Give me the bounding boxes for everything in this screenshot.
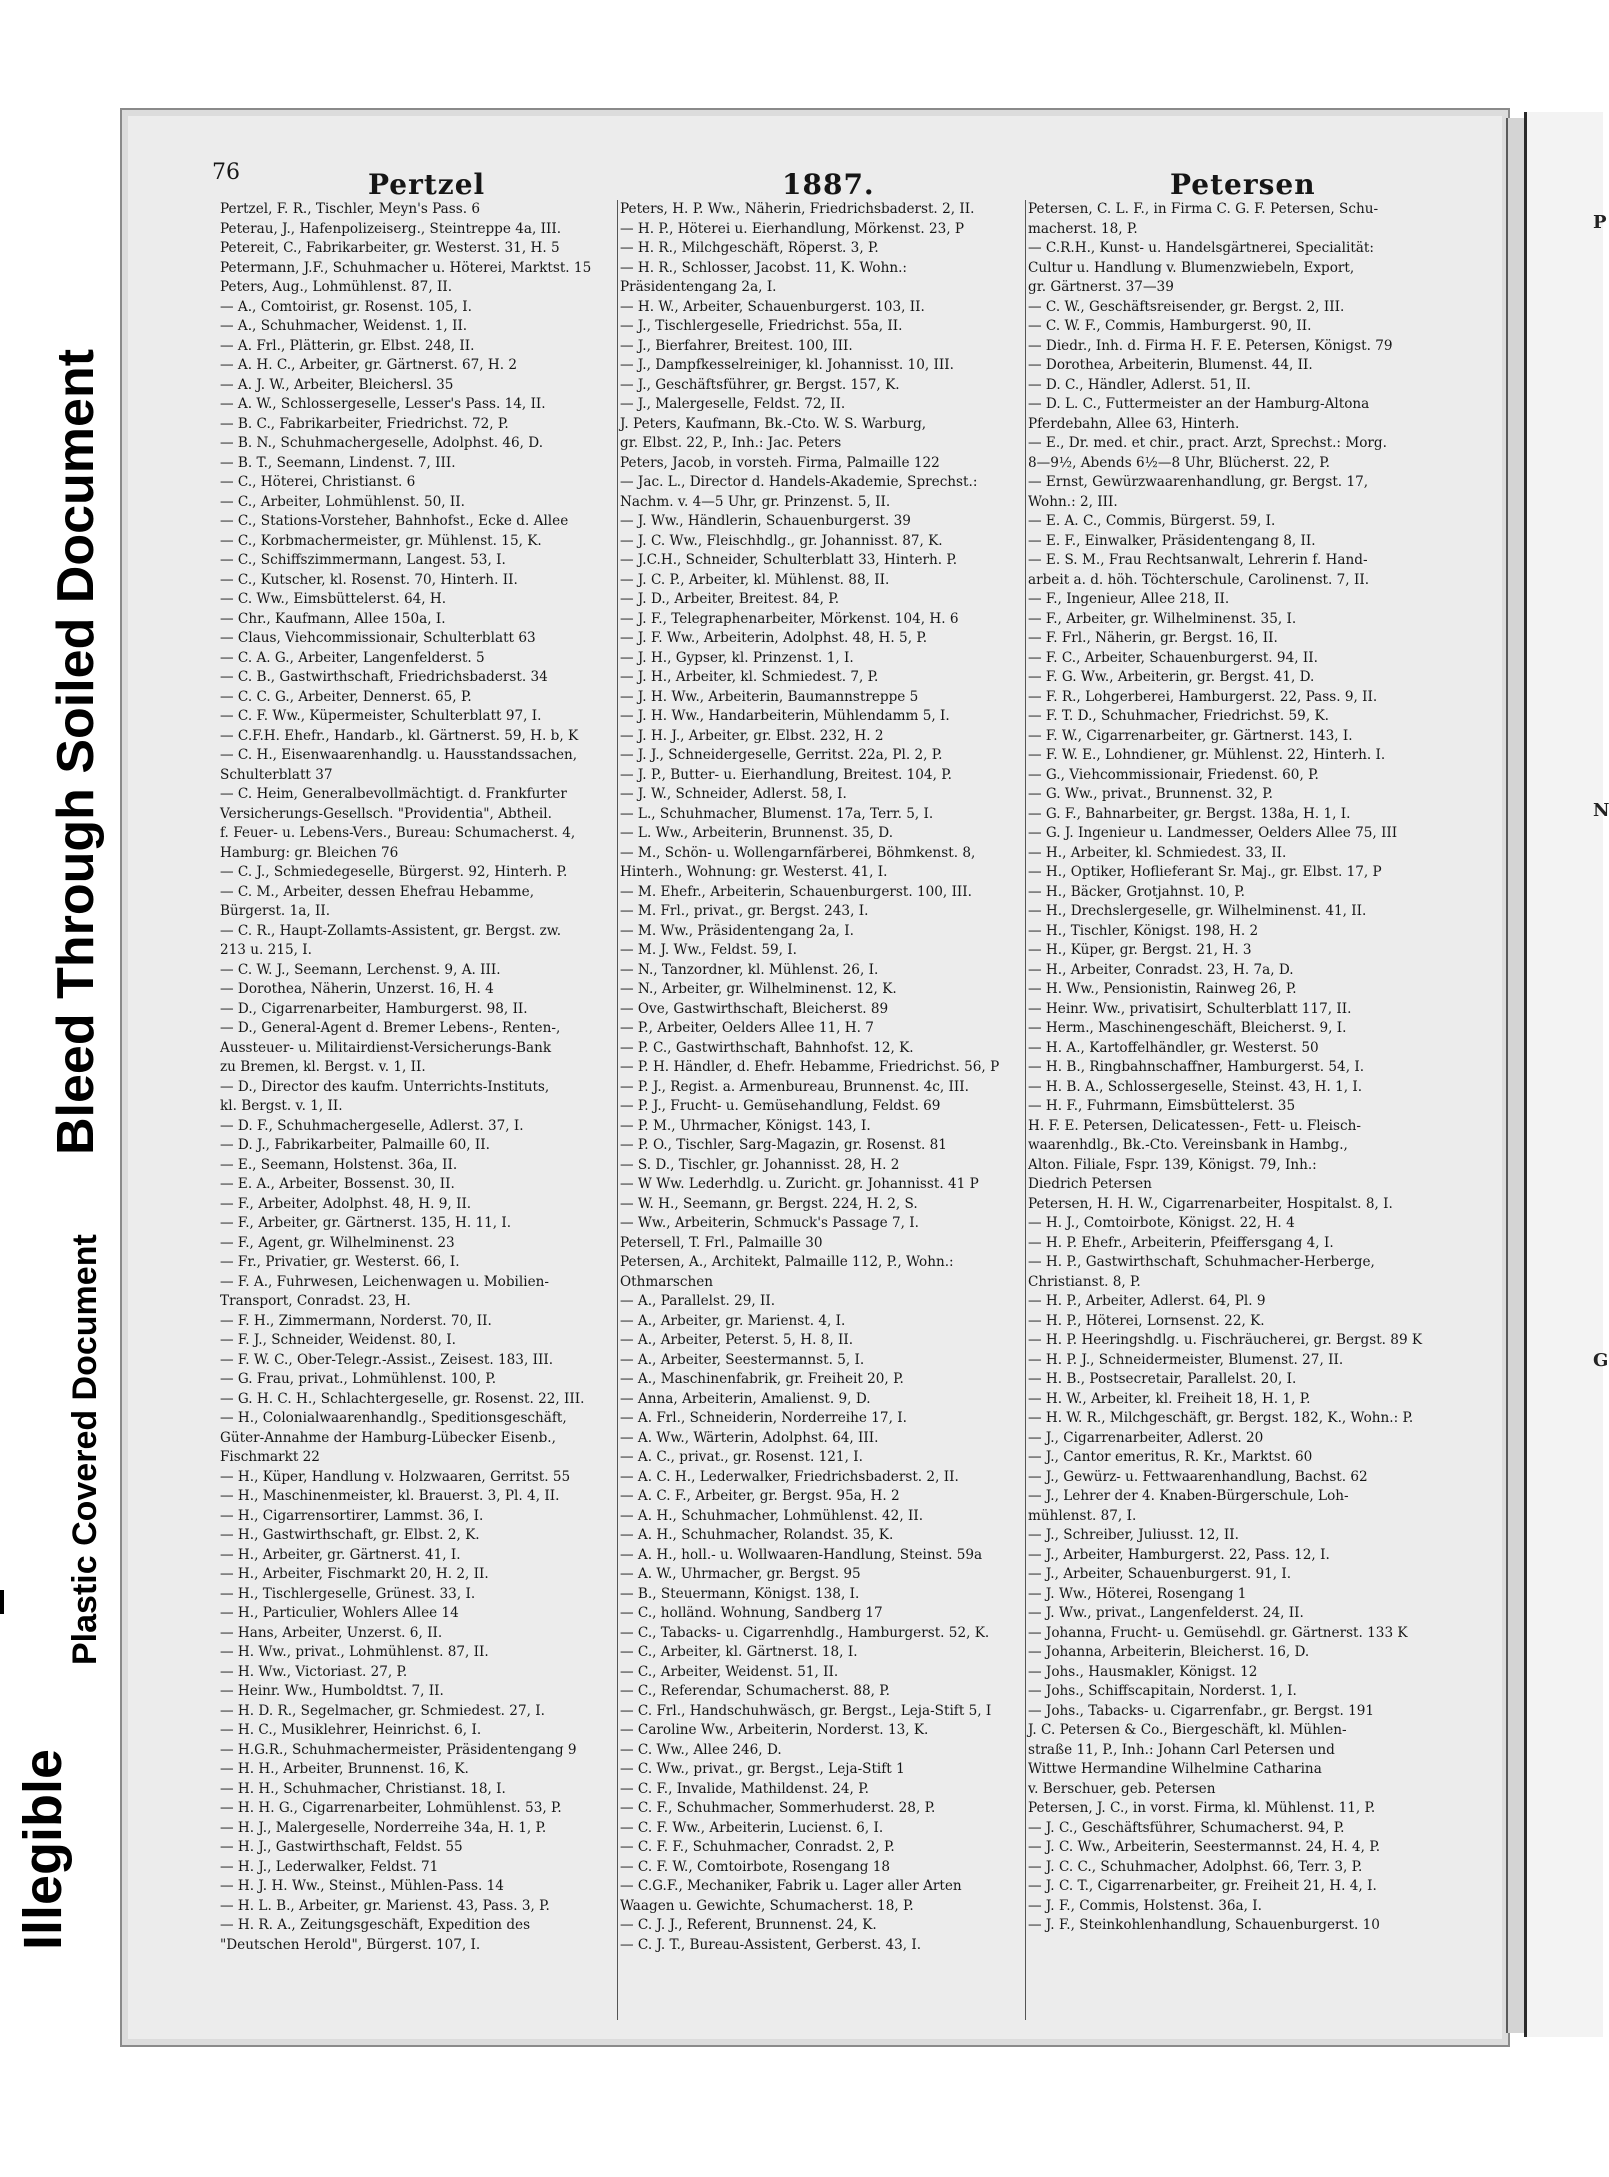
directory-entry: — Johs., Schiffscapitain, Norderst. 1, I. [1028,1683,1297,1699]
directory-entry: — J. H. Ww., Handarbeiterin, Mühlendamm 5, I. [620,708,950,724]
facing-page-letter: G [1593,1350,1609,1371]
directory-entry: — M. Frl., privat., gr. Bergst. 243, I. [620,903,869,919]
directory-entry: — H., Tischlergeselle, Grünest. 33, I. [220,1585,476,1602]
directory-entry: — Herm., Maschinengeschäft, Bleicherst. 9, I. [1028,1020,1347,1036]
directory-entry: Versicherungs-Gesellsch. "Providentia", Abtheil. [220,805,552,822]
directory-entry: — H., Arbeiter, Conradst. 23, H. 7a, D. [1028,961,1294,978]
directory-entry: — P. J., Frucht- u. Gemüsehandlung, Feldst. 69 [620,1098,941,1114]
directory-entry: — C. C. G., Arbeiter, Dennerst. 65, P. [220,688,472,705]
directory-entry: — A., Arbeiter, Seestermannst. 5, I. [620,1351,865,1368]
facing-page-strip [1524,112,1609,2037]
directory-entry: — H. W. R., Milchgeschäft, gr. Bergst. 182, K., Wohn.: P. [1028,1410,1414,1426]
directory-entry: — C., Stations-Vorsteher, Bahnhofst., Ecke d. Allee [220,513,569,529]
directory-entry: f. Feuer- u. Lebens-Vers., Bureau: Schumacherst. 4, [220,825,576,841]
directory-entry: — Anna, Arbeiterin, Amalienst. 9, D. [620,1390,871,1407]
directory-entry: — F., Agent, gr. Wilhelminenst. 23 [220,1234,455,1251]
directory-entry: — H., Colonialwaarenhandlg., Speditionsgeschäft, [220,1410,567,1426]
directory-entry: Peterau, J., Hafenpolizeiserg., Steintreppe 4a, III. [220,220,562,237]
directory-entry: — C., Arbeiter, Lohmühlenst. 50, II. [220,493,465,510]
directory-entry: — G., Viehcommissionair, Friedenst. 60, P. [1028,766,1319,783]
directory-entry: — L. Ww., Arbeiterin, Brunnenst. 35, D. [620,825,894,841]
directory-entry: — Ove, Gastwirthschaft, Bleicherst. 89 [620,1000,889,1017]
directory-entry: — J. H. Ww., Arbeiterin, Baumannstreppe 5 [620,688,919,705]
directory-entry: Wohn.: 2, III. [1028,493,1118,510]
directory-entry: — A. H., Schuhmacher, Rolandst. 35, K. [620,1527,894,1543]
directory-entry: — H., Gastwirthschaft, gr. Elbst. 2, K. [220,1527,480,1543]
directory-entry: — F. W. C., Ober-Telegr.-Assist., Zeisest. 183, III. [220,1351,554,1368]
directory-entry: — D. F., Schuhmachergeselle, Adlerst. 37, I. [220,1117,524,1134]
directory-entry: — H., Maschinenmeister, kl. Brauerst. 3, Pl. 4, II. [220,1488,560,1504]
directory-entry: — J. Ww., Händlerin, Schauenburgerst. 39 [620,513,911,529]
directory-entry: straße 11, P., Inh.: Johann Carl Petersen und [1028,1741,1335,1758]
directory-entry: — G. Frau, privat., Lohmühlenst. 100, P. [220,1371,497,1387]
directory-entry: macherst. 18, P. [1028,220,1138,237]
facing-page-letter: P [1593,212,1607,233]
label-plastic-covered: Plastic Covered Document [66,1234,104,1665]
directory-entry: 213 u. 215, I. [220,942,312,958]
directory-entry: — G. J. Ingenieur u. Landmesser, Oelders Allee 75, III [1028,825,1398,841]
directory-entry: — F. A., Fuhrwesen, Leichenwagen u. Mobilien- [220,1273,549,1290]
directory-entry: Peters, Jacob, in vorsteh. Firma, Palmaille 122 [620,454,940,471]
directory-entry: — J., Lehrer der 4. Knaben-Bürgerschule, Loh- [1028,1488,1349,1504]
running-head-left: Pertzel [368,168,486,201]
directory-entry: — J. C. T., Cigarrenarbeiter, gr. Freiheit 21, H. 4, I. [1028,1878,1377,1894]
directory-column-1 [220,200,615,1955]
directory-entry: — H. P. Heeringshdlg. u. Fischräucherei, gr. Bergst. 89 K [1028,1332,1423,1348]
directory-entry: — P. M., Uhrmacher, Königst. 143, I. [620,1117,871,1134]
directory-entry: — J. J., Schneidergeselle, Gerritst. 22a, Pl. 2, P. [620,747,943,763]
label-illegible: Illegible [13,1748,73,1950]
directory-entry: — C., Tabacks- u. Cigarrenhdlg., Hamburgerst. 52, K. [620,1624,990,1641]
directory-entry: — Johanna, Frucht- u. Gemüsehdl. gr. Gärtnerst. 133 K [1028,1624,1408,1641]
directory-entry: — N., Arbeiter, gr. Wilhelminenst. 12, K. [620,981,897,997]
directory-entry: kl. Bergst. v. 1, II. [220,1098,343,1114]
directory-entry: — J., Gewürz- u. Fettwaarenhandlung, Bachst. 62 [1028,1468,1368,1485]
directory-entry: — D., Director des kaufm. Unterrichts-Instituts, [220,1078,550,1095]
directory-entry: — P., Arbeiter, Oelders Allee 11, H. 7 [620,1020,874,1036]
directory-entry: — J. P., Butter- u. Eierhandlung, Breitest. 104, P. [620,766,952,783]
running-head-year: 1887. [782,168,875,201]
directory-entry: Othmarschen [620,1273,713,1290]
directory-entry: — A. Frl., Plätterin, gr. Elbst. 248, II. [220,337,475,354]
directory-entry: — F. G. Ww., Arbeiterin, gr. Bergst. 41, D. [1028,669,1315,685]
directory-entry: — C. F. W., Comtoirbote, Rosengang 18 [620,1858,891,1875]
directory-entry: — Heinr. Ww., Humboldtst. 7, II. [220,1683,444,1699]
directory-entry: Petersen, C. L. F., in Firma C. G. F. Petersen, Schu- [1028,201,1379,217]
directory-entry: — H. P., Arbeiter, Adlerst. 64, Pl. 9 [1028,1293,1266,1309]
directory-entry: — J. F. Ww., Arbeiterin, Adolphst. 48, H. 5, P. [620,630,928,646]
directory-entry: — Johanna, Arbeiterin, Bleicherst. 16, D. [1028,1644,1310,1660]
directory-entry: Fischmarkt 22 [220,1449,320,1465]
label-bleed-through: Bleed Through Soiled Document [47,348,105,1155]
directory-entry: Wittwe Hermandine Wilhelmine Catharina [1028,1761,1322,1777]
directory-entry: — A. W., Schlossergeselle, Lesser's Pass. 14, II. [220,396,546,412]
directory-entry: J. Peters, Kaufmann, Bk.-Cto. W. S. Warburg, [620,415,927,432]
directory-entry: zu Bremen, kl. Bergst. v. 1, II. [220,1059,426,1075]
directory-entry: — C. W. F., Commis, Hamburgerst. 90, II. [1028,318,1312,334]
directory-entry: — M. Ww., Präsidentengang 2a, I. [620,922,854,939]
directory-entry: — D., General-Agent d. Bremer Lebens-, Renten-, [220,1020,561,1036]
running-head-right: Petersen [1170,168,1316,201]
directory-entry: — C., Kutscher, kl. Rosenst. 70, Hinterh. II. [220,571,518,588]
directory-entry: Cultur u. Handlung v. Blumenzwiebeln, Export, [1028,259,1355,276]
directory-entry: — H. B. A., Schlossergeselle, Steinst. 43, H. 1, I. [1028,1078,1363,1095]
directory-entry: Bürgerst. 1a, II. [220,903,331,919]
directory-entry: — F. W. E., Lohndiener, gr. Mühlenst. 22, Hinterh. I. [1028,747,1386,763]
directory-entry: — J. D., Arbeiter, Breitest. 84, P. [620,591,840,607]
directory-entry: — A. Frl., Schneiderin, Norderreihe 17, I. [620,1410,907,1426]
directory-entry: — F. H., Zimmermann, Norderst. 70, II. [220,1312,492,1329]
directory-entry: — A. H. C., Arbeiter, gr. Gärtnerst. 67, H. 2 [220,357,518,373]
directory-entry: — C. Frl., Handschuhwäsch, gr. Bergst., Leja-Stift 5, I [620,1702,992,1719]
margin-mark [0,1590,4,1614]
directory-entry: Petersen, H. H. W., Cigarrenarbeiter, Hospitalst. 8, I. [1028,1195,1393,1212]
directory-entry: — J., Tischlergeselle, Friedrichst. 55a, II. [620,318,903,334]
directory-entry: — F. T. D., Schuhmacher, Friedrichst. 59, K. [1028,708,1329,724]
directory-entry: — J. F., Commis, Holstenst. 36a, I. [1028,1897,1262,1914]
directory-entry: — J. F., Telegraphenarbeiter, Mörkenst. 104, H. 6 [620,610,959,627]
directory-entry: — H. P. J., Schneidermeister, Blumenst. 27, II. [1028,1351,1344,1368]
directory-entry: — H. H., Arbeiter, Brunnenst. 16, K. [220,1761,469,1777]
directory-entry: — D. C., Händler, Adlerst. 51, II. [1028,376,1251,393]
directory-entry: — J., Arbeiter, Schauenburgerst. 91, I. [1028,1566,1292,1582]
directory-entry: — A., Maschinenfabrik, gr. Freiheit 20, P. [620,1371,904,1387]
directory-entry: — J. Ww., Höterei, Rosengang 1 [1028,1585,1247,1602]
directory-entry: — J. H., Arbeiter, kl. Schmiedest. 7, P. [620,669,879,685]
directory-entry: — E. S. M., Frau Rechtsanwalt, Lehrerin f. Hand- [1028,552,1368,568]
directory-entry: — E. A., Arbeiter, Bossenst. 30, II. [220,1176,455,1192]
directory-entry: gr. Gärtnerst. 37—39 [1028,279,1174,295]
directory-entry: — J. C. P., Arbeiter, kl. Mühlenst. 88, II. [620,571,890,588]
directory-entry: — H., Drechslergeselle, gr. Wilhelminenst. 41, II. [1028,903,1367,919]
directory-entry: — C., Schiffszimmermann, Langest. 53, I. [220,552,506,568]
directory-entry: — J. C. Ww., Arbeiterin, Seestermannst. 24, H. 4, P. [1028,1839,1381,1855]
directory-entry: — C. J., Schmiedegeselle, Bürgerst. 92, Hinterh. P. [220,864,568,880]
directory-entry: — A., Comtoirist, gr. Rosenst. 105, I. [220,298,472,315]
directory-entry: — F. J., Schneider, Weidenst. 80, I. [220,1332,456,1348]
directory-entry: — A., Arbeiter, Peterst. 5, H. 8, II. [620,1332,854,1348]
directory-entry: — H. J., Comtoirbote, Königst. 22, H. 4 [1028,1215,1295,1231]
directory-entry: — H. C., Musiklehrer, Heinrichst. 6, I. [220,1722,482,1738]
directory-entry: — C. J. J., Referent, Brunnenst. 24, K. [620,1917,877,1933]
directory-entry: — Hans, Arbeiter, Unzerst. 6, II. [220,1624,443,1641]
directory-entry: — H., Arbeiter, Fischmarkt 20, H. 2, II. [220,1566,489,1582]
directory-entry: Güter-Annahme der Hamburg-Lübecker Eisenb., [220,1429,556,1446]
directory-entry: — C. W., Geschäftsreisender, gr. Bergst. 2, III. [1028,298,1345,315]
directory-entry: Alton. Filiale, Fspr. 139, Königst. 79, Inh.: [1028,1156,1317,1173]
directory-entry: — F. W., Cigarrenarbeiter, gr. Gärtnerst. 143, I. [1028,727,1353,744]
directory-entry: Pferdebahn, Allee 63, Hinterh. [1028,415,1240,432]
directory-entry: — P. H. Händler, d. Ehefr. Hebamme, Friedrichst. 56, P [620,1059,1000,1075]
directory-entry: 8—9½, Abends 6½—8 Uhr, Blücherst. 22, P. [1028,454,1331,471]
directory-entry: — Heinr. Ww., privatisirt, Schulterblatt 117, II. [1028,1000,1352,1017]
directory-entry: Peters, H. P. Ww., Näherin, Friedrichsbaderst. 2, II. [620,201,975,217]
directory-entry: — E., Dr. med. et chir., pract. Arzt, Sprechst.: Morg. [1028,435,1387,451]
directory-entry: — C., Arbeiter, Weidenst. 51, II. [620,1663,839,1680]
page-number: 76 [212,160,240,185]
directory-entry: — S. D., Tischler, gr. Johannisst. 28, H. 2 [620,1156,900,1173]
directory-entry: — H. J., Lederwalker, Feldst. 71 [220,1858,439,1875]
directory-entry: — H. L. B., Arbeiter, gr. Marienst. 43, Pass. 3, P. [220,1897,550,1914]
directory-entry: — M. J. Ww., Feldst. 59, I. [620,942,797,958]
directory-entry: — A. H., holl.- u. Wollwaaren-Handlung, Steinst. 59a [620,1546,983,1563]
directory-entry: — C.F.H. Ehefr., Handarb., kl. Gärtnerst. 59, H. b, K [220,727,579,744]
directory-entry: — A. J. W., Arbeiter, Bleichersl. 35 [220,376,454,393]
directory-entry: — Jac. L., Director d. Handels-Akademie, Sprechst.: [620,474,978,490]
directory-entry: — C. F. Ww., Küpermeister, Schulterblatt 97, I. [220,708,542,724]
directory-entry: — Ww., Arbeiterin, Schmuck's Passage 7, I. [620,1215,919,1231]
directory-entry: Pertzel, F. R., Tischler, Meyn's Pass. 6 [220,201,481,217]
directory-entry: — J., Arbeiter, Hamburgerst. 22, Pass. 12, I. [1028,1546,1330,1563]
directory-entry: — A., Arbeiter, gr. Marienst. 4, I. [620,1312,846,1329]
directory-entry: arbeit a. d. höh. Töchterschule, Carolinenst. 7, II. [1028,571,1370,588]
directory-entry: — P. J., Regist. a. Armenbureau, Brunnenst. 4c, III. [620,1078,969,1095]
directory-entry: — J. C., Geschäftsführer, Schumacherst. 94, P. [1028,1819,1345,1836]
directory-entry: — F., Arbeiter, gr. Wilhelminenst. 35, I. [1028,610,1297,627]
directory-entry: — W. H., Seemann, gr. Bergst. 224, H. 2, S. [620,1195,918,1212]
directory-entry: — C. F. Ww., Arbeiterin, Lucienst. 6, I. [620,1819,884,1836]
directory-entry: — J.C.H., Schneider, Schulterblatt 33, Hinterh. P. [620,552,958,568]
directory-entry: — H. R., Schlosser, Jacobst. 11, K. Wohn.: [620,259,907,276]
directory-entry: — Caroline Ww., Arbeiterin, Norderst. 13, K. [620,1722,929,1738]
directory-entry: — C. F., Schuhmacher, Sommerhuderst. 28, P. [620,1800,936,1816]
directory-entry: — H. A., Kartoffelhändler, gr. Westerst. 50 [1028,1039,1319,1056]
directory-entry: — B. N., Schuhmachergeselle, Adolphst. 46, D. [220,435,544,451]
directory-entry: — H. H., Schuhmacher, Christianst. 18, I. [220,1780,506,1797]
directory-entry: — H. J. H. Ww., Steinst., Mühlen-Pass. 14 [220,1878,504,1894]
directory-entry: — H., Optiker, Hoflieferant Sr. Maj., gr. Elbst. 17, P [1028,864,1382,880]
directory-entry: — J. C. Ww., Fleischhdlg., gr. Johannisst. 87, K. [620,532,943,549]
directory-entry: — W Ww. Lederhdlg. u. Zuricht. gr. Johannisst. 41 P [620,1176,979,1192]
directory-entry: — C. Ww., Allee 246, D. [620,1741,782,1758]
directory-entry: — A. C. F., Arbeiter, gr. Bergst. 95a, H. 2 [620,1488,900,1504]
directory-entry: — J., Cigarrenarbeiter, Adlerst. 20 [1028,1429,1264,1446]
directory-entry: — A. Ww., Wärterin, Adolphst. 64, III. [620,1429,879,1446]
directory-entry: — C., Korbmachermeister, gr. Mühlenst. 15, K. [220,532,542,549]
directory-entry: — H.G.R., Schuhmachermeister, Präsidentengang 9 [220,1741,577,1758]
directory-entry: Nachm. v. 4—5 Uhr, gr. Prinzenst. 5, II. [620,493,891,510]
directory-entry: — A., Parallelst. 29, II. [620,1293,776,1309]
directory-entry: — H. R., Milchgeschäft, Röperst. 3, P. [620,240,879,256]
directory-entry: Hinterh., Wohnung: gr. Westerst. 41, I. [620,864,888,880]
directory-entry: — Fr., Privatier, gr. Westerst. 66, I. [220,1254,460,1270]
directory-column-2 [620,200,1025,1955]
directory-entry: — E. A. C., Commis, Bürgerst. 59, I. [1028,513,1276,529]
directory-entry: — E., Seemann, Holstenst. 36a, II. [220,1156,458,1173]
directory-entry: — E. F., Einwalker, Präsidentengang 8, II. [1028,532,1316,549]
directory-entry: — J., Malergeselle, Feldst. 72, II. [620,396,846,412]
directory-entry: — B. C., Fabrikarbeiter, Friedrichst. 72, P. [220,415,509,432]
directory-column-3 [1028,200,1446,1936]
directory-entry: — A. W., Uhrmacher, gr. Bergst. 95 [620,1566,861,1582]
directory-entry: — H. Ww., privat., Lohmühlenst. 87, II. [220,1644,489,1660]
directory-entry: — A. H., Schuhmacher, Lohmühlenst. 42, II. [620,1507,924,1524]
directory-entry: — M., Schön- u. Wollengarnfärberei, Böhmkenst. 8, [620,844,976,861]
scan-quality-label [8,0,118,2177]
directory-entry: — J., Geschäftsführer, gr. Bergst. 157, K. [620,376,900,393]
directory-entry: Petersell, T. Frl., Palmaille 30 [620,1234,823,1251]
directory-entry: — J. C. C., Schuhmacher, Adolphst. 66, Terr. 3, P. [1028,1858,1363,1875]
directory-entry: — Chr., Kaufmann, Allee 150a, I. [220,610,446,627]
directory-entry: — G. Ww., privat., Brunnenst. 32, P. [1028,786,1273,802]
directory-entry: Aussteuer- u. Militairdienst-Versicherungs-Bank [220,1039,552,1056]
directory-entry: — C. F. F., Schuhmacher, Conradst. 2, P. [620,1839,895,1855]
directory-entry: Petereit, C., Fabrikarbeiter, gr. Westerst. 31, H. 5 [220,240,560,256]
directory-entry: — F. C., Arbeiter, Schauenburgerst. 94, II. [1028,649,1318,666]
directory-entry: — G. F., Bahnarbeiter, gr. Bergst. 138a, H. 1, I. [1028,805,1351,822]
directory-entry: Diedrich Petersen [1028,1176,1152,1192]
column-divider [1025,200,1026,2020]
directory-entry: — H., Küper, Handlung v. Holzwaaren, Gerritst. 55 [220,1468,571,1485]
directory-entry: — P. O., Tischler, Sarg-Magazin, gr. Rosenst. 81 [620,1137,947,1153]
directory-entry: — M. Ehefr., Arbeiterin, Schauenburgerst. 100, III. [620,883,972,900]
directory-entry: — H., Küper, gr. Bergst. 21, H. 3 [1028,942,1252,958]
directory-entry: — C.G.F., Mechaniker, Fabrik u. Lager aller Arten [620,1878,962,1894]
directory-entry: — C. Heim, Generalbevollmächtigt. d. Frankfurter [220,786,567,802]
directory-entry: — A., Schuhmacher, Weidenst. 1, II. [220,318,468,334]
directory-entry: — H., Particulier, Wohlers Allee 14 [220,1605,459,1621]
directory-entry: — C. W. J., Seemann, Lerchenst. 9, A. III. [220,961,501,978]
directory-entry: — G. H. C. H., Schlachtergeselle, gr. Rosenst. 22, III. [220,1390,585,1407]
directory-entry: — H. B., Ringbahnschaffner, Hamburgerst. 54, I. [1028,1059,1365,1075]
directory-entry: — J., Schreiber, Juliusst. 12, II. [1028,1527,1239,1543]
directory-entry: Präsidentengang 2a, I. [620,279,777,295]
directory-entry: — J. H. J., Arbeiter, gr. Elbst. 232, H. 2 [620,727,884,744]
directory-entry: — Diedr., Inh. d. Firma H. F. E. Petersen, Königst. 79 [1028,337,1393,354]
directory-entry: H. F. E. Petersen, Delicatessen-, Fett- u. Fleisch- [1028,1117,1361,1134]
page-gutter [1506,118,1526,2033]
directory-entry: — D., Cigarrenarbeiter, Hamburgerst. 98, II. [220,1000,528,1017]
directory-entry: — F., Arbeiter, gr. Gärtnerst. 135, H. 11, I. [220,1215,512,1231]
directory-entry: — L., Schuhmacher, Blumenst. 17a, Terr. 5, I. [620,805,934,822]
directory-entry: — C. R., Haupt-Zollamts-Assistent, gr. Bergst. zw. [220,922,562,939]
directory-entry: — J., Dampfkesselreiniger, kl. Johannisst. 10, III. [620,357,954,373]
directory-entry: — C., Arbeiter, kl. Gärtnerst. 18, I. [620,1644,858,1660]
directory-entry: "Deutschen Herold", Bürgerst. 107, I. [220,1936,481,1953]
directory-entry: — H. Ww., Pensionistin, Rainweg 26, P. [1028,981,1297,997]
directory-entry: — F., Ingenieur, Allee 218, II. [1028,591,1230,607]
directory-entry: — H. B., Postsecretair, Parallelst. 20, I. [1028,1371,1297,1387]
directory-entry: — P. C., Gastwirthschaft, Bahnhofst. 12, K. [620,1039,914,1056]
directory-entry: — C.R.H., Kunst- u. Handelsgärtnerei, Specialität: [1028,240,1374,256]
directory-entry: J. C. Petersen & Co., Biergeschäft, kl. Mühlen- [1028,1722,1347,1738]
directory-entry: — H. W., Arbeiter, Schauenburgerst. 103, II. [620,298,925,315]
directory-entry: — F. Frl., Näherin, gr. Bergst. 16, II. [1028,630,1278,646]
directory-entry: Hamburg: gr. Bleichen 76 [220,844,399,861]
directory-entry: — J. H., Gypser, kl. Prinzenst. 1, I. [620,649,854,666]
directory-entry: — A. C., privat., gr. Rosenst. 121, I. [620,1449,863,1465]
directory-entry: — A. C. H., Lederwalker, Friedrichsbaderst. 2, II. [620,1468,959,1485]
directory-entry: Schulterblatt 37 [220,766,333,783]
directory-entry: — H., Bäcker, Grotjahnst. 10, P. [1028,883,1245,900]
directory-entry: — Johs., Tabacks- u. Cigarrenfabr., gr. Bergst. 191 [1028,1702,1375,1719]
directory-entry: — H. P., Höterei u. Eierhandlung, Mörkenst. 23, P [620,220,965,237]
directory-entry: — B. T., Seemann, Lindenst. 7, III. [220,454,456,471]
directory-entry: — C. J. T., Bureau-Assistent, Gerberst. 43, I. [620,1936,922,1953]
directory-entry: — H., Arbeiter, kl. Schmiedest. 33, II. [1028,844,1287,861]
directory-entry: — H., Cigarrensortirer, Lammst. 36, I. [220,1507,484,1524]
directory-entry: Peters, Aug., Lohmühlenst. 87, II. [220,279,453,295]
directory-entry: — F., Arbeiter, Adolphst. 48, H. 9, II. [220,1195,472,1212]
directory-entry: — H., Arbeiter, gr. Gärtnerst. 41, I. [220,1546,461,1563]
directory-entry: — C., Höterei, Christianst. 6 [220,474,416,490]
directory-entry: — J., Bierfahrer, Breitest. 100, III. [620,337,853,354]
directory-entry: Transport, Conradst. 23, H. [220,1293,411,1309]
directory-entry: — C. H., Eisenwaarenhandlg. u. Hausstandssachen, [220,747,578,763]
directory-entry: — C. F., Invalide, Mathildenst. 24, P. [620,1780,869,1797]
directory-entry: — C. A. G., Arbeiter, Langenfelderst. 5 [220,649,485,666]
facing-page-letter: N [1593,800,1609,821]
directory-entry: — N., Tanzordner, kl. Mühlenst. 26, I. [620,961,879,978]
directory-entry: — B., Steuermann, Königst. 138, I. [620,1585,860,1602]
directory-entry: — H., Tischler, Königst. 198, H. 2 [1028,922,1259,939]
directory-entry: — H. J., Gastwirthschaft, Feldst. 55 [220,1839,463,1855]
directory-entry: — H. H. G., Cigarrenarbeiter, Lohmühlenst. 53, P. [220,1800,562,1816]
directory-entry: waarenhdlg., Bk.-Cto. Vereinsbank in Hambg., [1028,1137,1348,1153]
directory-entry: — D. L. C., Futtermeister an der Hamburg-Altona [1028,396,1370,412]
directory-entry: — H. P., Gastwirthschaft, Schuhmacher-Herberge, [1028,1254,1375,1270]
directory-entry: — J. W., Schneider, Adlerst. 58, I. [620,786,847,802]
directory-entry: — H. F., Fuhrmann, Eimsbüttelerst. 35 [1028,1098,1296,1114]
directory-entry: Petermann, J.F., Schuhmacher u. Höterei, Marktst. 15 [220,259,592,276]
directory-entry: — H. W., Arbeiter, kl. Freiheit 18, H. 1, P. [1028,1390,1311,1407]
column-divider [617,200,618,2020]
directory-entry: — C. M., Arbeiter, dessen Ehefrau Hebamme, [220,883,535,900]
directory-entry: — C. B., Gastwirthschaft, Friedrichsbaderst. 34 [220,669,548,685]
directory-entry: — J., Cantor emeritus, R. Kr., Marktst. 60 [1028,1449,1313,1465]
directory-entry: — Claus, Viehcommissionair, Schulterblatt 63 [220,630,536,646]
directory-entry: Waagen u. Gewichte, Schumacherst. 18, P. [620,1897,914,1914]
directory-entry: — C. Ww., Eimsbüttelerst. 64, H. [220,591,447,607]
directory-entry: — H. P. Ehefr., Arbeiterin, Pfeiffersgang 4, I. [1028,1234,1334,1251]
directory-entry: — Ernst, Gewürzwaarenhandlung, gr. Bergst. 17, [1028,474,1369,490]
directory-entry: — H. P., Höterei, Lornsenst. 22, K. [1028,1312,1265,1329]
directory-entry: — C., Referendar, Schumacherst. 88, P. [620,1683,890,1699]
directory-entry: Christianst. 8, P. [1028,1273,1141,1290]
directory-entry: mühlenst. 87, I. [1028,1507,1137,1524]
directory-entry: gr. Elbst. 22, P., Inh.: Jac. Peters [620,435,842,451]
directory-entry: — J. Ww., privat., Langenfelderst. 24, II. [1028,1605,1304,1621]
directory-entry: — D. J., Fabrikarbeiter, Palmaille 60, II. [220,1137,490,1153]
directory-entry: — H. J., Malergeselle, Norderreihe 34a, H. 1, P. [220,1819,547,1836]
directory-entry: — J. F., Steinkohlenhandlung, Schauenburgerst. 10 [1028,1917,1380,1933]
directory-entry: — H. Ww., Victoriast. 27, P. [220,1663,408,1680]
directory-entry: — Dorothea, Näherin, Unzerst. 16, H. 4 [220,981,494,997]
directory-entry: Petersen, A., Architekt, Palmaille 112, P., Wohn.: [620,1254,954,1270]
directory-entry: v. Berschuer, geb. Petersen [1028,1780,1216,1797]
directory-entry: — H. D. R., Segelmacher, gr. Schmiedest. 27, I. [220,1702,545,1719]
directory-entry: — C. Ww., privat., gr. Bergst., Leja-Stift 1 [620,1761,905,1777]
directory-entry: Petersen, J. C., in vorst. Firma, kl. Mühlenst. 11, P. [1028,1800,1376,1816]
directory-entry: — Johs., Hausmakler, Königst. 12 [1028,1663,1258,1680]
directory-entry: — Dorothea, Arbeiterin, Blumenst. 44, II. [1028,357,1313,373]
directory-entry: — C., holländ. Wohnung, Sandberg 17 [620,1605,883,1621]
directory-entry: — F. R., Lohgerberei, Hamburgerst. 22, Pass. 9, II. [1028,688,1378,705]
directory-entry: — H. R. A., Zeitungsgeschäft, Expedition des [220,1917,531,1933]
